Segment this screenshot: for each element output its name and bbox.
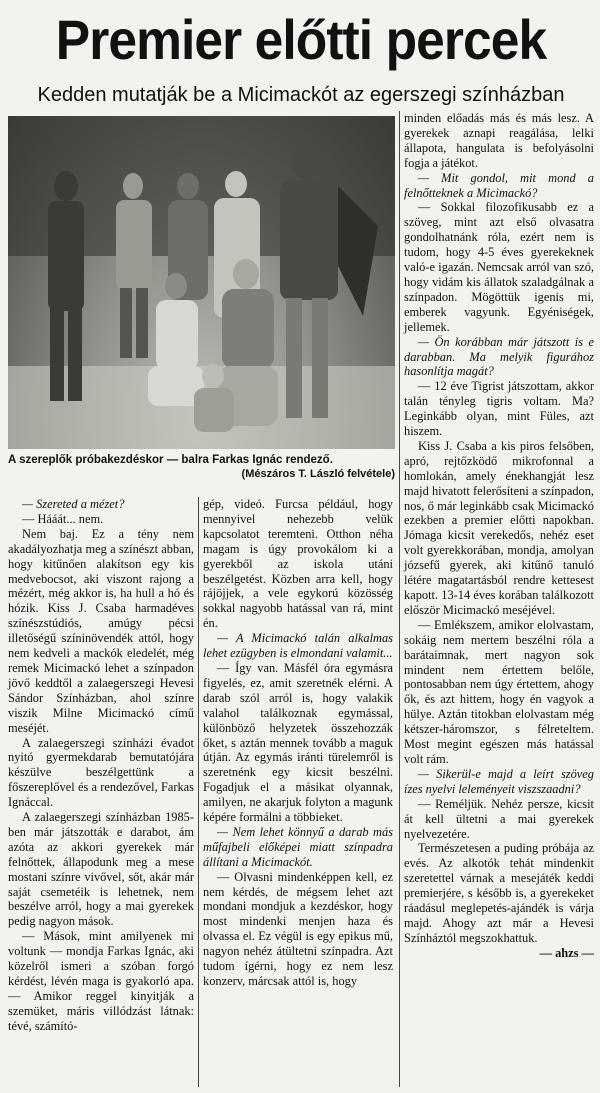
- paragraph: — Mások, mint amilyenek mi voltunk — mondja Farkas Ignác, aki közelről ismeri a szóban forgó kérdést, lévén maga is gyakorló apa. — Amikor reggel kinyitják a szemüket, máris villódzást látnak: tévé, számító-: [8, 929, 194, 1033]
- paragraph: A zalaegerszegi színházban 1985-ben már játszották e darabot, ám azóta az akkori gyerekek már felnőttek, állapodunk meg a mese mostani színre vivővel, sőt, akár már saját csemetéik is lehetnek, nem beszélve arról, hogy a mai gyerekek pedig nagyon mások.: [8, 810, 194, 929]
- headline: Premier előtti percek: [55, 8, 547, 71]
- paragraph: — Sokkal filozofikusabb ez a szöveg, mint azt első olvasatra gondolhatnánk róla, ezért nem is tudom, hogy 4-5 éves gyerekeknek való-e igazán. Nemcsak arról van szó, hogy vidám kis állatok szaladgálnak a színpadon. Mögöttük igenis mi, emberek vagyunk. Egyéniségek, jellemek.: [404, 200, 594, 334]
- interview-question: — Ön korábban már játszott is e darabban. Ma melyik figurához hasonlítja magát?: [404, 334, 594, 379]
- photo-caption: [8, 453, 395, 481]
- article-column-3: [404, 111, 594, 961]
- paragraph: A zalaegerszegi színházi évadot nyitó gyermekdarab bemutatójára készülve beszélgettünk a főszereplővel és a rendezővel, Farkas Ignáccal.: [8, 735, 194, 810]
- article-column-1: [8, 497, 194, 1034]
- interview-question: — Szereted a mézet?: [22, 497, 125, 511]
- paragraph: Nem baj. Ez a tény nem akadályozhatja meg a színészt abban, hogy kitűnően alakítson egy kis medvebocsot, aki viszont rajong a mézért, még akkor is, ha hull a hó és hózik. Kiss J. Csaba harmadéves színészstúdiós, amúgy pécsi illetőségű színinövendék attól, hogy nem kedveli a mackók eledelét, még remek Micimackó lehet a színpadon jövő keddtől a zalaegerszegi Hevesi Sándor Színházban, ahol színre viszik Milne Micimackó című meséjét.: [8, 526, 194, 735]
- paragraph: — Emlékszem, amikor elolvastam, sokáig nem mertem beszélni róla a barátaimnak, mert nagyon sok mindent nem értettem belőle, pontosabban nem úgy értettem, ahogy ők, és azt hittem, hogy én vagyok a hülye. Aztán titokban elolvastam még kétszer-háromszor, s félreteltem. Most megint egészen más hatással volt rám.: [404, 617, 594, 766]
- author-signature: — ahzs —: [539, 945, 594, 960]
- paragraph: — Olvasni mindenképpen kell, ez nem kérdés, de mégsem lehet azt mondani mondjuk a kezdéskor, hogy most mindenki menjen haza és olvassa el. Ez végül is egy epikus mű, nagyon nehéz átültetni színpadra. Azt tudom ígérni, hogy ez nem lesz konzerv, márcsak attól is, hogy: [203, 869, 393, 988]
- rehearsal-photo: [8, 116, 395, 449]
- interview-question: — A Micimackó talán alkalmas lehet ezügyben is elmondani valamit...: [203, 631, 393, 661]
- paragraph: gép, videó. Furcsa például, hogy mennyivel nehezebb velük kapcsolatot teremteni. Otthon néha magam is úgy provokálom ki a gyerekből az iskola utáni beszélgetést. Közben arra kell, hogy rájöjjek, a vele egykorú közösség sokkal nagyobb hatással van rá, mint én.: [203, 497, 393, 631]
- paragraph: — Így van. Másfél óra egymásra figyelés, ez, amit szeretnék elérni. A darab szól arról is, hogy valakik valahol találkoznak egymással, különböző helyzetek összehozzák őket, s aztán mennek tovább a maguk útján. Az egymás iránti türelemről is szeretnénk egy kicsit beszélni. Fogadjuk el a másikat olyannak, amilyen, ne akarjuk folyton a magunk képére formálni a többieket.: [203, 660, 393, 825]
- article-column-2: [203, 497, 393, 989]
- subheadline: Kedden mutatják be a Micimackót az egerszegi színházban: [37, 84, 565, 106]
- caption-text: A szereplők próbakezdéskor — balra Farkas Ignác rendező.: [8, 454, 333, 466]
- photo-credit: (Mészáros T. László felvétele): [241, 468, 395, 480]
- paragraph: minden előadás más és más lesz. A gyerekek aznapi reagálása, lelki állapota, hangulata is befolyásolni fogja a játékot.: [404, 111, 594, 170]
- paragraph: — 12 éve Tigrist játszottam, akkor talán tényleg tigris voltam. Ma? Leginkább olyan, mint Füles, azt hiszem.: [404, 379, 594, 439]
- interview-question: — Mit gondol, mit mond a felnőtteknek a Micimackó?: [404, 170, 594, 200]
- paragraph: — Hááát... nem.: [22, 511, 104, 526]
- interview-question: — Nem lehet könnyű a darab más műfajbeli előképei miatt színpadra állítani a Micimackót.: [203, 824, 393, 869]
- paragraph: — Reméljük. Nehéz persze, kicsit át kell ültetni a mai gyerekek nyelvezetére.: [404, 796, 594, 841]
- column-divider: [198, 497, 199, 1087]
- paragraph: Természetesen a puding próbája az evés. Az alkotók tehát mindenkit szeretettel várnak a mesejáték keddi premierjére, s később is, a gyerekeket ráadásul meglepetés-ajándék is várja majd. Ahogy azt már a Hevesi Színháztól megszokhattuk.: [404, 841, 594, 945]
- interview-question: — Sikerül-e majd a leírt szöveg ízes nyelvi leleményeit viszszaadni?: [404, 766, 594, 796]
- paragraph: Kiss J. Csaba a kis piros felsőben, apró, rejtőzködő mikrofonnal a homlokán, amely énekhangját lesz majd hivatott felerősíteni a színpadon, nos, ő már leginkább csak Micimackó ezekben a premier előtti napokban. Jómaga kicsit verekedős, nehéz eset volt gyerekkorában, mondja, amolyan józsefű gyerek, aki kitűnő tanuló létére magatartásból rendre kettesest kapott. 13-14 éves korában találkozott először Micimackó meséjével.: [404, 438, 594, 617]
- column-divider: [399, 111, 400, 1087]
